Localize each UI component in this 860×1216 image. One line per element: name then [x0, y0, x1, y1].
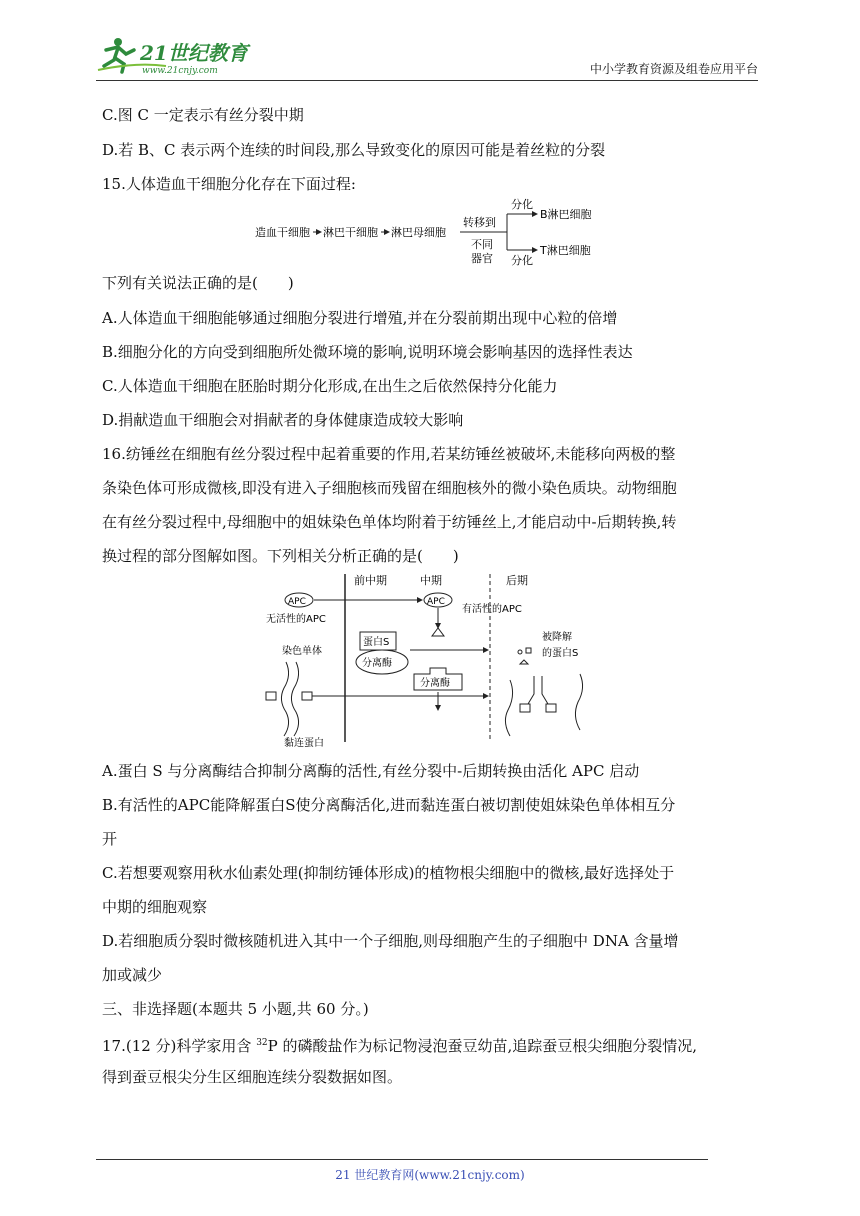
inactive-apc-label: 无活性的APC	[266, 614, 326, 625]
diff-organ-label-2: 器官	[471, 252, 493, 265]
cohesin-label: 黏连蛋白	[284, 738, 324, 749]
section-3-heading: 三、非选择题(本题共 5 小题,共 60 分。)	[102, 1000, 369, 1018]
q15-option-c: C.人体造血干细胞在胚胎时期分化形成,在出生之后依然保持分化能力	[102, 377, 558, 395]
metaphase-label: 中期	[420, 574, 442, 587]
active-apc-label: 有活性的APC	[462, 604, 522, 615]
q16-option-c-1: C.若想要观察用秋水仙素处理(抑制纺锤体形成)的植物根尖细胞中的微核,最好选择处于	[102, 864, 675, 882]
page-header	[96, 28, 758, 80]
platform-name: 中小学教育资源及组卷应用平台	[589, 62, 758, 76]
q15-question: 下列有关说法正确的是( )	[102, 274, 294, 292]
anaphase-label: 后期	[506, 574, 528, 587]
q16-option-b-1: B.有活性的APC能降解蛋白S使分离酶活化,进而黏连蛋白被切割使姐妹染色单体相互分	[102, 796, 676, 814]
q16-option-d-1: D.若细胞质分裂时微核随机进入其中一个子细胞,则母细胞产生的子细胞中 DNA 含量增	[102, 932, 679, 950]
isotope-superscript: 32	[256, 1038, 268, 1048]
q17-stem-1b: P 的磷酸盐作为标记物浸泡蚕豆幼苗,追踪蚕豆根尖细胞分裂情况,	[267, 1037, 698, 1055]
logo-url: www.21cnjy.com	[142, 66, 218, 76]
separase-label: 分离酶	[362, 658, 392, 669]
degraded-label-2: 的蛋白S	[542, 648, 579, 659]
logo-text: 21世纪教育	[140, 41, 248, 65]
q17-stem-2: 得到蚕豆根尖分生区细胞连续分裂数据如图。	[102, 1068, 403, 1086]
separase-free-label: 分离酶	[420, 678, 450, 689]
header-divider	[96, 80, 758, 81]
prometaphase-label: 前中期	[354, 574, 387, 587]
q14-option-c: C.图 C 一定表示有丝分裂中期	[102, 106, 304, 124]
t-cell-label: T淋巴细胞	[540, 244, 591, 257]
q15-option-b: B.细胞分化的方向受到细胞所处微环境的影响,说明环境会影响基因的选择性表达	[102, 343, 633, 361]
diff-organ-label-1: 不同	[471, 238, 493, 251]
b-cell-label: B淋巴细胞	[540, 208, 592, 221]
hsc-label: 造血干细胞	[255, 226, 310, 239]
transfer-label: 转移到	[463, 216, 496, 229]
site-logo	[96, 36, 266, 76]
q16-option-d-2: 加或减少	[102, 966, 163, 984]
q17-stem-1a: 17.(12 分)科学家用含	[102, 1037, 257, 1055]
q16-option-c-2: 中期的细胞观察	[102, 898, 208, 916]
q15-option-d: D.捐献造血干细胞会对捐献者的身体健康造成较大影响	[102, 411, 464, 429]
chromatid-label: 染色单体	[282, 646, 322, 657]
diff-label-2: 分化	[511, 254, 533, 267]
q15-option-a: A.人体造血干细胞能够通过细胞分裂进行增殖,并在分裂前期出现中心粒的倍增	[102, 309, 618, 327]
degraded-label-1: 被降解	[542, 632, 572, 643]
lymph-mother-label: 淋巴母细胞	[391, 226, 446, 239]
diff-label-1: 分化	[511, 198, 533, 211]
apc-inactive-shape: APC	[288, 597, 306, 607]
q16-stem-1: 16.纺锤丝在细胞有丝分裂过程中起着重要的作用,若某纺锤丝被破坏,未能移向两极的整	[102, 445, 676, 463]
q16-stem-3: 在有丝分裂过程中,母细胞中的姐妹染色单体均附着于纺锤丝上,才能启动中-后期转换,转	[102, 513, 677, 531]
q16-option-b-2: 开	[102, 830, 118, 848]
apc-active-shape: APC	[427, 597, 445, 607]
footer-divider	[96, 1159, 708, 1160]
q14-option-d: D.若 B、C 表示两个连续的时间段,那么导致变化的原因可能是着丝粒的分裂	[102, 141, 606, 159]
protein-s-label: 蛋白S	[363, 637, 390, 648]
hsc-differentiation-figure	[255, 194, 605, 268]
q16-stem-4: 换过程的部分图解如图。下列相关分析正确的是( )	[102, 547, 459, 565]
lymph-stem-label: 淋巴干细胞	[323, 226, 378, 239]
footer-text: 21 世纪教育网(www.21cnjy.com)	[335, 1168, 525, 1182]
q15-stem: 15.人体造血干细胞分化存在下面过程:	[102, 175, 356, 193]
q16-stem-2: 条染色体可形成微核,即没有进入子细胞核而残留在细胞核外的微小染色质块。动物细胞	[102, 479, 677, 497]
apc-pathway-figure	[262, 570, 602, 750]
q17-stem-1	[102, 1032, 697, 1057]
q16-option-a: A.蛋白 S 与分离酶结合抑制分离酶的活性,有丝分裂中-后期转换由活化 APC 启动	[102, 762, 640, 780]
